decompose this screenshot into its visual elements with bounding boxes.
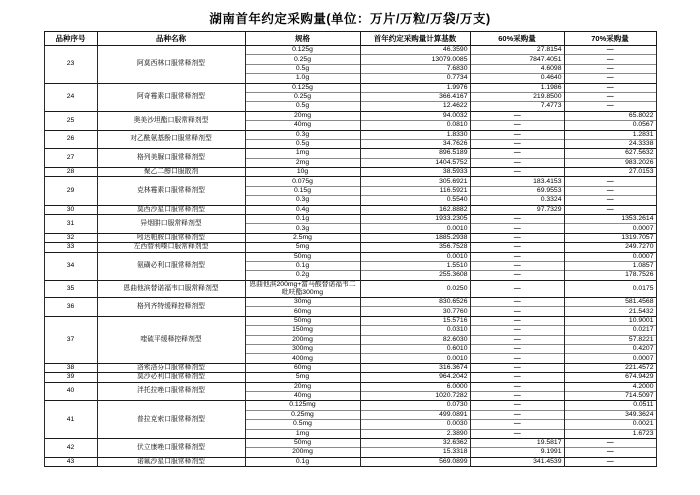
pct60-qty-cell: 69.9553 bbox=[470, 186, 564, 195]
table-row bbox=[44, 316, 656, 325]
pct60-qty-cell: — bbox=[470, 130, 564, 139]
pct60-qty-cell: — bbox=[470, 354, 564, 363]
base-qty-cell: 15.5716 bbox=[360, 316, 470, 325]
procurement-table bbox=[44, 31, 657, 467]
base-qty-cell: 0.7734 bbox=[360, 74, 470, 83]
variety-group bbox=[44, 233, 656, 242]
base-qty-cell: 356.7528 bbox=[360, 243, 470, 252]
pct60-qty-cell: — bbox=[470, 168, 564, 177]
header-spec: 规格 bbox=[245, 32, 360, 46]
base-qty-cell: 162.8882 bbox=[360, 205, 470, 214]
variety-no-cell: 41 bbox=[44, 401, 97, 439]
table-row bbox=[44, 111, 656, 120]
variety-name-cell: 氨磺必利口服常释剂型 bbox=[97, 252, 245, 280]
spec-cell: 2mg bbox=[245, 158, 360, 167]
variety-name-cell: 莫西沙星口服常释剂型 bbox=[97, 205, 245, 214]
variety-name-cell: 异烟肼口服常释剂型 bbox=[97, 215, 245, 234]
pct70-qty-cell: 221.4572 bbox=[564, 363, 656, 372]
pct70-qty-cell: 714.5097 bbox=[564, 391, 656, 400]
variety-group bbox=[44, 457, 656, 466]
pct70-qty-cell: — bbox=[564, 46, 656, 55]
pct60-qty-cell: — bbox=[470, 345, 564, 354]
pct60-qty-cell: 9.1991 bbox=[470, 448, 564, 457]
pct70-qty-cell: 1.2831 bbox=[564, 130, 656, 139]
table-row bbox=[44, 438, 656, 447]
pct60-qty-cell: 27.8154 bbox=[470, 46, 564, 55]
pct60-qty-cell: — bbox=[470, 243, 564, 252]
table-row bbox=[44, 298, 656, 307]
pct70-qty-cell: 0.0567 bbox=[564, 121, 656, 130]
pct70-qty-cell: 65.8022 bbox=[564, 111, 656, 120]
pct70-qty-cell: 0.0021 bbox=[564, 420, 656, 429]
base-qty-cell: 1.9976 bbox=[360, 83, 470, 92]
base-qty-cell: 0.0010 bbox=[360, 354, 470, 363]
pct60-qty-cell: 1.1986 bbox=[470, 83, 564, 92]
pct60-qty-cell: 4.6098 bbox=[470, 64, 564, 73]
pct70-qty-cell: 0.0007 bbox=[564, 354, 656, 363]
table-row bbox=[44, 243, 656, 252]
table-row bbox=[44, 130, 656, 139]
variety-group bbox=[44, 252, 656, 280]
pct60-qty-cell: — bbox=[470, 215, 564, 224]
pct60-qty-cell: 0.3324 bbox=[470, 196, 564, 205]
pct70-qty-cell: 1.6723 bbox=[564, 429, 656, 438]
pct60-qty-cell: — bbox=[470, 401, 564, 410]
spec-cell: 150mg bbox=[245, 326, 360, 335]
pct70-qty-cell: 1319.7057 bbox=[564, 233, 656, 242]
header-variety-name: 品种名称 bbox=[97, 32, 245, 46]
pct70-qty-cell: 4.2000 bbox=[564, 382, 656, 391]
pct60-qty-cell: 0.4640 bbox=[470, 74, 564, 83]
pct70-qty-cell: 0.0511 bbox=[564, 401, 656, 410]
spec-cell: 1mg bbox=[245, 429, 360, 438]
pct70-qty-cell: — bbox=[564, 64, 656, 73]
base-qty-cell: 964.2042 bbox=[360, 373, 470, 382]
variety-name-cell: 泮托拉唑口服常释剂型 bbox=[97, 382, 245, 401]
variety-no-cell: 23 bbox=[44, 46, 97, 84]
variety-group bbox=[44, 373, 656, 382]
base-qty-cell: 0.5540 bbox=[360, 196, 470, 205]
pct70-qty-cell: — bbox=[564, 83, 656, 92]
pct70-qty-cell: — bbox=[564, 448, 656, 457]
spec-cell: 0.3g bbox=[245, 224, 360, 233]
variety-no-cell: 33 bbox=[44, 243, 97, 252]
base-qty-cell: 830.6526 bbox=[360, 298, 470, 307]
pct60-qty-cell: — bbox=[470, 391, 564, 400]
variety-group bbox=[44, 205, 656, 214]
base-qty-cell: 1020.7282 bbox=[360, 391, 470, 400]
variety-name-cell: 克林霉素口服常释剂型 bbox=[97, 177, 245, 205]
table-row bbox=[44, 382, 656, 391]
variety-name-cell: 左西替利嗪口服常释剂型 bbox=[97, 243, 245, 252]
pct60-qty-cell: 19.5817 bbox=[470, 438, 564, 447]
spec-cell: 50mg bbox=[245, 316, 360, 325]
spec-cell: 0.125g bbox=[245, 46, 360, 55]
spec-cell: 恩曲他滨200mg+富马酸替诺福韦二吡呋酯300mg bbox=[245, 280, 360, 297]
pct60-qty-cell: — bbox=[470, 298, 564, 307]
spec-cell: 0.25mg bbox=[245, 410, 360, 419]
variety-name-cell: 奥美沙坦酯口服常释剂型 bbox=[97, 111, 245, 130]
pct60-qty-cell: — bbox=[470, 121, 564, 130]
variety-no-cell: 32 bbox=[44, 233, 97, 242]
table-row bbox=[44, 280, 656, 297]
base-qty-cell: 1.5510 bbox=[360, 261, 470, 270]
header-row bbox=[44, 32, 656, 46]
table-row bbox=[44, 252, 656, 261]
base-qty-cell: 1.8330 bbox=[360, 130, 470, 139]
variety-no-cell: 42 bbox=[44, 438, 97, 457]
variety-group bbox=[44, 438, 656, 457]
variety-group bbox=[44, 46, 656, 84]
table-row bbox=[44, 83, 656, 92]
header-60pct-qty: 60%采购量 bbox=[470, 32, 564, 46]
variety-no-cell: 24 bbox=[44, 83, 97, 111]
variety-name-cell: 吲达帕胺口服常释剂型 bbox=[97, 233, 245, 242]
pct60-qty-cell: — bbox=[470, 382, 564, 391]
base-qty-cell: 1404.5752 bbox=[360, 158, 470, 167]
spec-cell: 0.125mg bbox=[245, 401, 360, 410]
base-qty-cell: 366.4167 bbox=[360, 92, 470, 101]
pct60-qty-cell: — bbox=[470, 139, 564, 148]
page-title: 湖南首年约定采购量(单位：万片/万粒/万袋/万支) bbox=[209, 12, 491, 26]
pct60-qty-cell: — bbox=[470, 280, 564, 297]
pct60-qty-cell: — bbox=[470, 158, 564, 167]
pct60-qty-cell: 7847.4051 bbox=[470, 55, 564, 64]
spec-cell: 0.075g bbox=[245, 177, 360, 186]
variety-name-cell: 洛索洛芬口服常释剂型 bbox=[97, 363, 245, 372]
pct60-qty-cell: — bbox=[470, 307, 564, 316]
base-qty-cell: 0.6010 bbox=[360, 345, 470, 354]
pct70-qty-cell: 0.4207 bbox=[564, 345, 656, 354]
pct60-qty-cell: — bbox=[470, 326, 564, 335]
pct70-qty-cell: 0.0217 bbox=[564, 326, 656, 335]
table-row bbox=[44, 46, 656, 55]
spec-cell: 40mg bbox=[245, 121, 360, 130]
base-qty-cell: 12.4622 bbox=[360, 102, 470, 111]
pct70-qty-cell: — bbox=[564, 205, 656, 214]
table-row bbox=[44, 205, 656, 214]
variety-no-cell: 40 bbox=[44, 382, 97, 401]
spec-cell: 200mg bbox=[245, 335, 360, 344]
pct70-qty-cell: — bbox=[564, 102, 656, 111]
spec-cell: 50mg bbox=[245, 438, 360, 447]
variety-no-cell: 36 bbox=[44, 298, 97, 317]
variety-no-cell: 38 bbox=[44, 363, 97, 372]
pct60-qty-cell: — bbox=[470, 363, 564, 372]
variety-no-cell: 39 bbox=[44, 373, 97, 382]
spec-cell: 60mg bbox=[245, 307, 360, 316]
spec-cell: 5mg bbox=[245, 243, 360, 252]
header-70pct-qty: 70%采购量 bbox=[564, 32, 656, 46]
variety-group bbox=[44, 363, 656, 372]
spec-cell: 0.1g bbox=[245, 215, 360, 224]
base-qty-cell: 34.7626 bbox=[360, 139, 470, 148]
spec-cell: 0.2g bbox=[245, 271, 360, 280]
pct70-qty-cell: 249.7270 bbox=[564, 243, 656, 252]
base-qty-cell: 32.6362 bbox=[360, 438, 470, 447]
base-qty-cell: 13079.0085 bbox=[360, 55, 470, 64]
pct60-qty-cell: — bbox=[470, 335, 564, 344]
variety-name-cell: 莫沙必利口服常释剂型 bbox=[97, 373, 245, 382]
pct60-qty-cell: — bbox=[470, 261, 564, 270]
base-qty-cell: 46.3590 bbox=[360, 46, 470, 55]
pct60-qty-cell: 183.4153 bbox=[470, 177, 564, 186]
variety-no-cell: 34 bbox=[44, 252, 97, 280]
pct70-qty-cell: 674.9429 bbox=[564, 373, 656, 382]
pct70-qty-cell: 581.4568 bbox=[564, 298, 656, 307]
base-qty-cell: 6.0000 bbox=[360, 382, 470, 391]
table-row bbox=[44, 215, 656, 224]
spec-cell: 2.5mg bbox=[245, 233, 360, 242]
variety-name-cell: 对乙酰氨基酚口服常释剂型 bbox=[97, 130, 245, 149]
pct60-qty-cell: — bbox=[470, 111, 564, 120]
base-qty-cell: 38.5933 bbox=[360, 168, 470, 177]
header-base-qty: 首年约定采购量计算基数 bbox=[360, 32, 470, 46]
base-qty-cell: 0.0010 bbox=[360, 252, 470, 261]
pct60-qty-cell: — bbox=[470, 149, 564, 158]
base-qty-cell: 2.3890 bbox=[360, 429, 470, 438]
base-qty-cell: 0.0730 bbox=[360, 401, 470, 410]
pct70-qty-cell: — bbox=[564, 177, 656, 186]
spec-cell: 0.25g bbox=[245, 92, 360, 101]
spec-cell: 0.5mg bbox=[245, 420, 360, 429]
base-qty-cell: 255.3608 bbox=[360, 271, 470, 280]
variety-no-cell: 26 bbox=[44, 130, 97, 149]
base-qty-cell: 0.0030 bbox=[360, 420, 470, 429]
pct60-qty-cell: — bbox=[470, 316, 564, 325]
table-row bbox=[44, 363, 656, 372]
table-row bbox=[44, 168, 656, 177]
pct70-qty-cell: 0.0007 bbox=[564, 224, 656, 233]
variety-name-cell: 恩曲他滨替诺福韦口服常释剂型 bbox=[97, 280, 245, 297]
spec-cell: 60mg bbox=[245, 363, 360, 372]
spec-cell: 0.5g bbox=[245, 139, 360, 148]
pct70-qty-cell: 21.5432 bbox=[564, 307, 656, 316]
base-qty-cell: 15.3318 bbox=[360, 448, 470, 457]
pct60-qty-cell: — bbox=[470, 233, 564, 242]
table-row bbox=[44, 149, 656, 158]
variety-group bbox=[44, 130, 656, 149]
pct60-qty-cell: — bbox=[470, 224, 564, 233]
pct60-qty-cell: 97.7329 bbox=[470, 205, 564, 214]
base-qty-cell: 569.0899 bbox=[360, 457, 470, 466]
pct60-qty-cell: — bbox=[470, 373, 564, 382]
variety-name-cell: 聚乙二醇口服散剂 bbox=[97, 168, 245, 177]
variety-name-cell: 喹硫平缓释控释剂型 bbox=[97, 316, 245, 363]
spec-cell: 0.1g bbox=[245, 261, 360, 270]
pct70-qty-cell: 57.8221 bbox=[564, 335, 656, 344]
base-qty-cell: 896.5189 bbox=[360, 149, 470, 158]
pct70-qty-cell: 0.0175 bbox=[564, 280, 656, 297]
variety-name-cell: 诺氟沙星口服常释剂型 bbox=[97, 457, 245, 466]
pct70-qty-cell: — bbox=[564, 196, 656, 205]
spec-cell: 0.125g bbox=[245, 83, 360, 92]
pct70-qty-cell: 1.0857 bbox=[564, 261, 656, 270]
variety-name-cell: 普拉克索口服常释剂型 bbox=[97, 401, 245, 439]
spec-cell: 1.0g bbox=[245, 74, 360, 83]
spec-cell: 0.5g bbox=[245, 64, 360, 73]
base-qty-cell: 305.6921 bbox=[360, 177, 470, 186]
variety-no-cell: 31 bbox=[44, 215, 97, 234]
header-variety-no: 品种序号 bbox=[44, 32, 97, 46]
base-qty-cell: 499.0891 bbox=[360, 410, 470, 419]
base-qty-cell: 30.7760 bbox=[360, 307, 470, 316]
variety-no-cell: 43 bbox=[44, 457, 97, 466]
variety-group bbox=[44, 382, 656, 401]
base-qty-cell: 0.0810 bbox=[360, 121, 470, 130]
pct60-qty-cell: 341.4539 bbox=[470, 457, 564, 466]
base-qty-cell: 0.0310 bbox=[360, 326, 470, 335]
variety-group bbox=[44, 111, 656, 130]
variety-group bbox=[44, 149, 656, 168]
base-qty-cell: 1885.2938 bbox=[360, 233, 470, 242]
spec-cell: 0.5g bbox=[245, 102, 360, 111]
spec-cell: 20mg bbox=[245, 111, 360, 120]
spec-cell: 50mg bbox=[245, 252, 360, 261]
pct70-qty-cell: — bbox=[564, 92, 656, 101]
table-row bbox=[44, 373, 656, 382]
pct70-qty-cell: 10.9001 bbox=[564, 316, 656, 325]
spec-cell: 400mg bbox=[245, 354, 360, 363]
variety-no-cell: 27 bbox=[44, 149, 97, 168]
pct70-qty-cell: — bbox=[564, 74, 656, 83]
pct70-qty-cell: 349.3624 bbox=[564, 410, 656, 419]
spec-cell: 10g bbox=[245, 168, 360, 177]
spec-cell: 5mg bbox=[245, 373, 360, 382]
pct70-qty-cell: 27.0153 bbox=[564, 168, 656, 177]
variety-no-cell: 35 bbox=[44, 280, 97, 297]
variety-no-cell: 28 bbox=[44, 168, 97, 177]
pct70-qty-cell: 627.5632 bbox=[564, 149, 656, 158]
pct60-qty-cell: 7.4773 bbox=[470, 102, 564, 111]
spec-cell: 200mg bbox=[245, 448, 360, 457]
table-row bbox=[44, 177, 656, 186]
variety-group bbox=[44, 177, 656, 205]
variety-name-cell: 伏立康唑口服常释剂型 bbox=[97, 438, 245, 457]
base-qty-cell: 94.0032 bbox=[360, 111, 470, 120]
variety-group bbox=[44, 401, 656, 439]
spec-cell: 20mg bbox=[245, 382, 360, 391]
pct70-qty-cell: — bbox=[564, 186, 656, 195]
variety-group bbox=[44, 168, 656, 177]
spec-cell: 0.4g bbox=[245, 205, 360, 214]
variety-group bbox=[44, 243, 656, 252]
base-qty-cell: 1933.2305 bbox=[360, 215, 470, 224]
spec-cell: 0.3g bbox=[245, 130, 360, 139]
variety-group bbox=[44, 316, 656, 363]
spec-cell: 40mg bbox=[245, 391, 360, 400]
pct60-qty-cell: — bbox=[470, 410, 564, 419]
variety-group bbox=[44, 298, 656, 317]
pct70-qty-cell: 178.7526 bbox=[564, 271, 656, 280]
pct70-qty-cell: 983.2026 bbox=[564, 158, 656, 167]
spec-cell: 0.15g bbox=[245, 186, 360, 195]
variety-no-cell: 37 bbox=[44, 316, 97, 363]
pct70-qty-cell: — bbox=[564, 55, 656, 64]
variety-name-cell: 格列齐特缓释控释剂型 bbox=[97, 298, 245, 317]
pct60-qty-cell: — bbox=[470, 429, 564, 438]
variety-no-cell: 29 bbox=[44, 177, 97, 205]
variety-name-cell: 阿奇霉素口服常释剂型 bbox=[97, 83, 245, 111]
pct70-qty-cell: 0.0007 bbox=[564, 252, 656, 261]
pct70-qty-cell: 1353.2614 bbox=[564, 215, 656, 224]
variety-no-cell: 30 bbox=[44, 205, 97, 214]
pct70-qty-cell: 24.3338 bbox=[564, 139, 656, 148]
spec-cell: 0.1g bbox=[245, 457, 360, 466]
base-qty-cell: 116.5921 bbox=[360, 186, 470, 195]
variety-name-cell: 阿莫西林口服常释剂型 bbox=[97, 46, 245, 84]
pct60-qty-cell: — bbox=[470, 252, 564, 261]
base-qty-cell: 82.6030 bbox=[360, 335, 470, 344]
spec-cell: 300mg bbox=[245, 345, 360, 354]
base-qty-cell: 316.3674 bbox=[360, 363, 470, 372]
table-row bbox=[44, 233, 656, 242]
spec-cell: 0.25g bbox=[245, 55, 360, 64]
base-qty-cell: 0.0250 bbox=[360, 280, 470, 297]
base-qty-cell: 0.0010 bbox=[360, 224, 470, 233]
pct70-qty-cell: — bbox=[564, 457, 656, 466]
pct60-qty-cell: 219.8500 bbox=[470, 92, 564, 101]
pct70-qty-cell: — bbox=[564, 438, 656, 447]
table-row bbox=[44, 401, 656, 410]
variety-no-cell: 25 bbox=[44, 111, 97, 130]
spec-cell: 1mg bbox=[245, 149, 360, 158]
spec-cell: 30mg bbox=[245, 298, 360, 307]
variety-group bbox=[44, 280, 656, 297]
variety-group bbox=[44, 83, 656, 111]
variety-group bbox=[44, 215, 656, 234]
table-row bbox=[44, 457, 656, 466]
spec-cell: 0.3g bbox=[245, 196, 360, 205]
base-qty-cell: 7.6830 bbox=[360, 64, 470, 73]
pct60-qty-cell: — bbox=[470, 271, 564, 280]
variety-name-cell: 格列美脲口服常释剂型 bbox=[97, 149, 245, 168]
pct60-qty-cell: — bbox=[470, 420, 564, 429]
